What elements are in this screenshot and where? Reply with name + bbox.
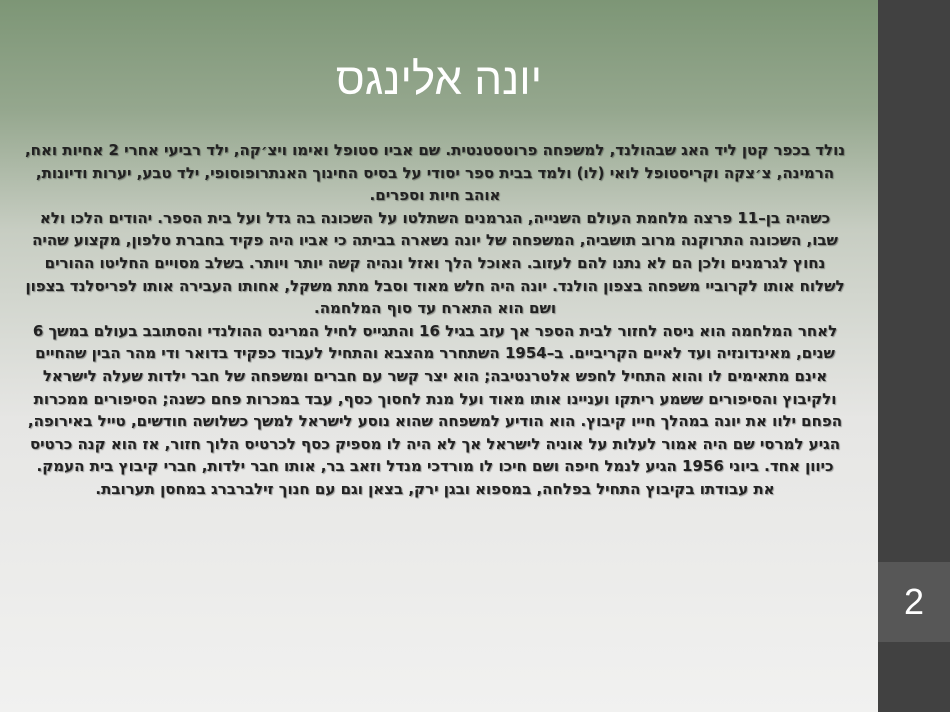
slide-body [22,139,848,501]
paragraph-kibbutz-work: את עבודתו בקיבוץ התחיל בפלחה, במספוא ובגן ירק, בצאן וגם עם חנוך זילברברג במחסן תערובת. [95,479,775,498]
paragraph-after-war: לאחר המלחמה הוא ניסה לחזור לבית הספר אך עזב בגיל 16 והתגייס לחיל המרינס ההולנדי והסתובב בעולם במשך 6 שנים, מאינדונזיה ועד לאיים הקריביים. ב–1954 השתחרר מהצבא והתחיל לעבוד כפקיד בדואר ודי מהר הבין שהחיים אינם מתאימים לו והוא התחיל לחפש אלטרנטיבה; הוא יצר קשר עם חברים ומשפחה של חבר ילדות שעלה לישראל ולקיבוץ והסיפורים ששמע ריתקו ועניינו אותו מאוד ועל מנת לחסוך כסף, עבד במכרות פחם כשנה; הסיפורים ממכרות הפחם ילוו את יונה במהלך חייו קיבוץ. הוא הודיע למשפחה שהוא נוסע לישראל למשך כשלושה חודשים, טייל באירופה, הגיע למרסי שם היה אמור לעלות על אוניה לישראל אך לא היה לו מספיק כסף לכרטיס הלוך חזור, אז הוא קנה כרטיס כיוון אחד. ביוני 1956 הגיע לנמל חיפה ושם חיכו לו מורדכי מנדל וזאב בר, אותו חבר ילדות, חברי קיבוץ בית העמק. [27,321,843,476]
paragraph-war: כשהיה בן–11 פרצה מלחמת העולם השנייה, הגרמנים השתלטו על השכונה בה גדל ועל בית הספר. יהודים הלכו ולא שבו, השכונה התרוקנה מרוב תושביה, המשפחה של יונה נשארה בביתה כי אביו היה פקיד בחברת טלפון, מקצוע שהיה נחוץ לגרמנים ולכן הם לא נתנו להם לעזוב. האוכל הלך ואזל ונהיה קשה יותר ויותר. בשלב מסויים החליטו ההורים לשלוח אותו לקרוביי משפחה בצפון הולנד. יונה היה חלש מאוד וסבל מתת משקל, אחותו העבירה אותו לפריסלנד בצפון ושם הוא התארח עד סוף המלחמה. [25,208,845,318]
sidebar [878,0,950,712]
page-number: 2 [903,581,925,622]
paragraph-childhood: נולד בכפר קטן ליד האג שבהולנד, למשפחה פרוטסטנטית. שם אביו סטופל ואימו ויצ׳קה, ילד רביעי אחרי 2 אחיות ואח, הרמינה, צ׳צקה וקריסטופל לואי (לו) ולמד בבית ספר יסודי על בסיס החינוך האנתרופוסופי, ילד טבע, יערות ודיונות, אוהב חיות וספרים. [24,141,846,205]
slide-title: יונה אלינגס [335,55,543,104]
page-number-box [878,562,950,642]
